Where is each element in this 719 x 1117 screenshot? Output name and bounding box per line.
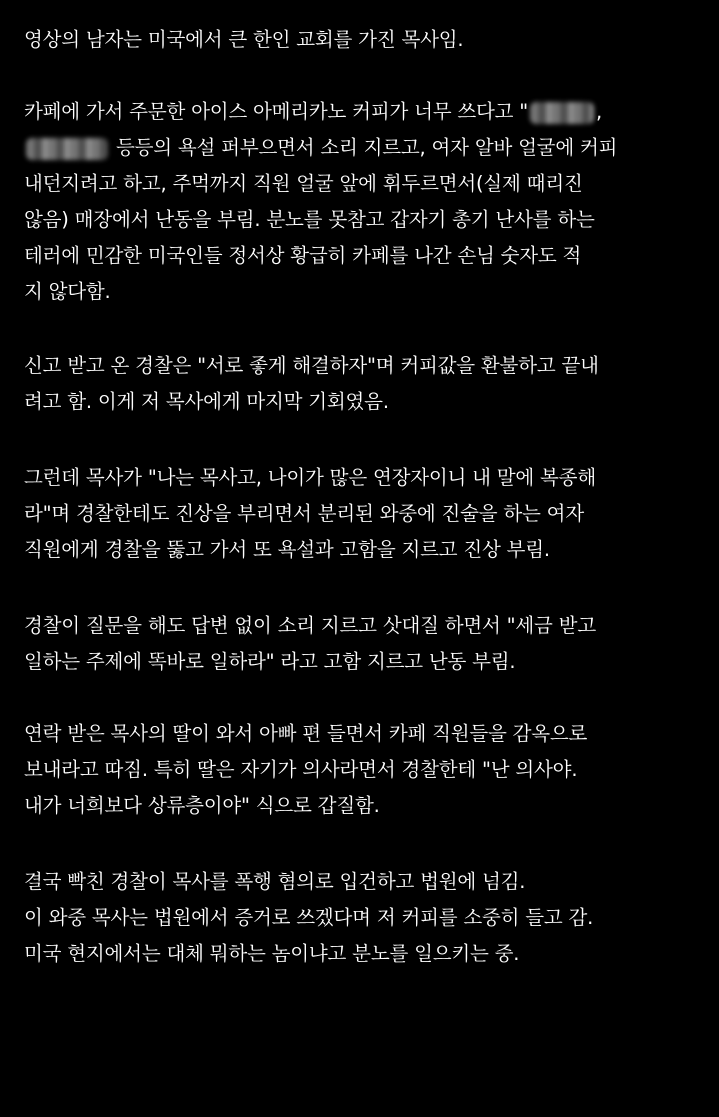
censor-blur xyxy=(26,138,108,160)
censor-blur xyxy=(530,102,594,124)
text-line: 려고 함. 이게 저 목사에게 마지막 기회였음. xyxy=(24,390,389,413)
paragraph-outcome xyxy=(24,864,704,972)
text-line: 결국 빡친 경찰이 목사를 폭행 혐의로 입건하고 법원에 넘김. xyxy=(24,870,526,893)
text-line: 그런데 목사가 "나는 목사고, 나이가 많은 연장자이니 내 말에 복종해 xyxy=(24,466,596,489)
text-segment: 카페에 가서 주문한 아이스 아메리카노 커피가 너무 쓰다고 " xyxy=(24,100,529,123)
article-body xyxy=(24,22,704,972)
text-line: 이 와중 목사는 법원에서 증거로 쓰겠다며 저 커피를 소중히 들고 감. xyxy=(24,906,594,929)
text-line: 미국 현지에서는 대체 뭐하는 놈이냐고 분노를 일으키는 중. xyxy=(24,942,520,965)
paragraph-intro xyxy=(24,22,704,58)
text-line: 보내라고 따짐. 특히 딸은 자기가 의사라면서 경찰한테 "난 의사야. xyxy=(24,758,578,781)
paragraph-pastor-demands xyxy=(24,460,704,568)
text-line: 신고 받고 온 경찰은 "서로 좋게 해결하자"며 커피값을 환불하고 끝내 xyxy=(24,354,599,377)
paragraph-cafe-incident xyxy=(24,94,704,310)
paragraph-daughter xyxy=(24,716,704,824)
text-line: 테러에 민감한 미국인들 정서상 황급히 카페를 나간 손님 숫자도 적 xyxy=(24,244,582,267)
paragraph-police-arrival xyxy=(24,348,704,420)
text-line: 경찰이 질문을 해도 답변 없이 소리 지르고 삿대질 하면서 "세금 받고 xyxy=(24,614,596,637)
text-line: 내가 너희보다 상류층이야" 식으로 갑질함. xyxy=(24,794,380,817)
text-segment: , xyxy=(596,100,603,123)
text-line: 라"며 경찰한테도 진상을 부리면서 분리된 와중에 진술을 하는 여자 xyxy=(24,502,584,525)
text-line: 영상의 남자는 미국에서 큰 한인 교회를 가진 목사임. xyxy=(24,28,464,51)
text-line: 지 않다함. xyxy=(24,280,111,303)
text-line: 일하는 주제에 똑바로 일하라" 라고 고함 지르고 난동 부림. xyxy=(24,650,516,673)
text-segment: 등등의 욕설 퍼부으면서 소리 지르고, 여자 알바 얼굴에 커피 xyxy=(110,136,618,159)
text-line: 내던지려고 하고, 주먹까지 직원 얼굴 앞에 휘두르면서(실제 때리진 xyxy=(24,172,583,195)
text-line: 않음) 매장에서 난동을 부림. 분노를 못참고 갑자기 총기 난사를 하는 xyxy=(24,208,595,231)
text-line: 연락 받은 목사의 딸이 와서 아빠 편 들면서 카페 직원들을 감옥으로 xyxy=(24,722,588,745)
text-line: 직원에게 경찰을 뚫고 가서 또 욕설과 고함을 지르고 진상 부림. xyxy=(24,538,550,561)
paragraph-police-questioning xyxy=(24,608,704,680)
text-line xyxy=(24,94,704,130)
text-line xyxy=(24,130,704,166)
